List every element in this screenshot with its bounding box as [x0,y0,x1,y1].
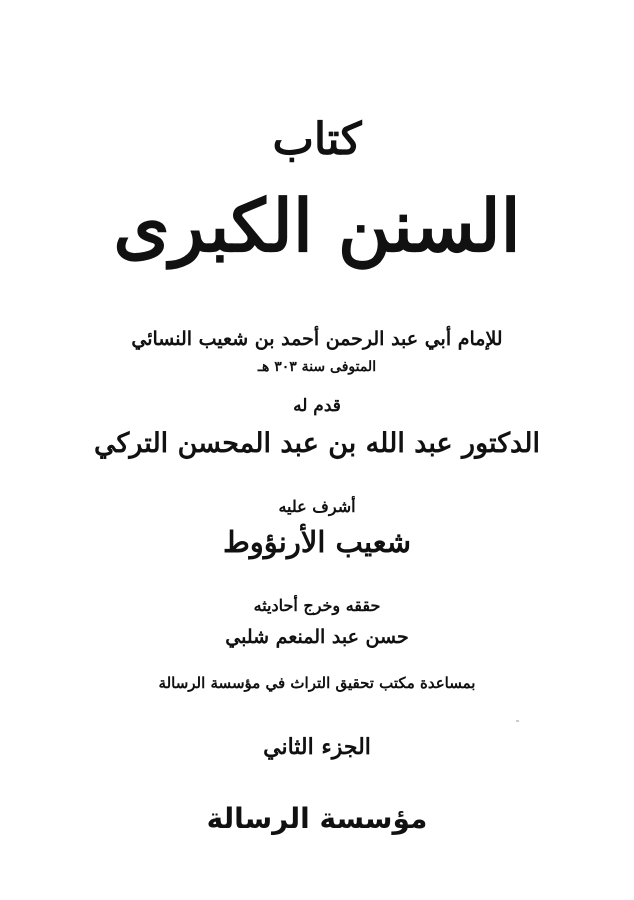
introduction-name: الدكتور عبد الله بن عبد المحسن التركي [94,428,540,459]
scan-speck [516,720,519,722]
publisher-name: مؤسسة الرسالة [206,802,428,835]
supervision-name: شعيب الأرنؤوط [222,525,412,559]
verification-label: حققه وخرج أحاديثه [253,596,381,615]
verifier-name: حسن عبد المنعم شلبي [225,626,409,648]
volume-label: الجزء الثاني [263,734,371,760]
book-title: السنن الكبرى [113,183,521,268]
supervision-label: أشرف عليه [278,497,356,516]
book-word: كتاب [272,114,362,165]
death-date: المتوفى سنة ٣٠٣ هـ [257,359,377,375]
assistance-line: بمساعدة مكتب تحقيق التراث في مؤسسة الرسالة [158,674,476,692]
introduction-label: قدم له [293,396,341,416]
author-line: للإمام أبي عبد الرحمن أحمد بن شعيب النسائي [131,328,503,350]
